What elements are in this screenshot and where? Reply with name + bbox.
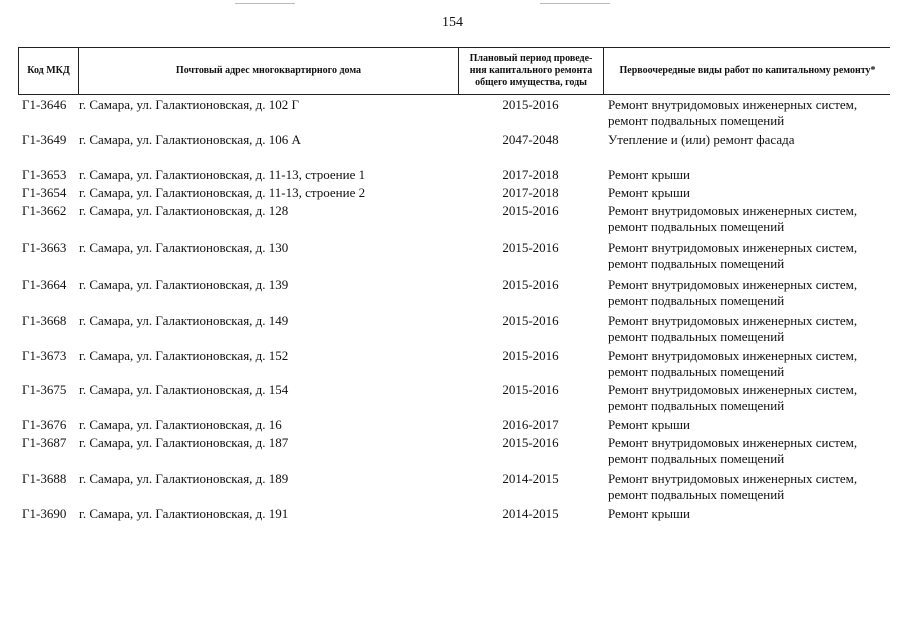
row-works-line: ремонт подвальных помещений bbox=[608, 487, 785, 502]
row-code: Г1-3663 bbox=[22, 240, 67, 255]
row-works bbox=[608, 471, 893, 503]
row-works-line: Ремонт внутридомовых инженерных систем, bbox=[608, 313, 858, 328]
row-code: Г1-3668 bbox=[22, 313, 67, 328]
row-works-line: Ремонт внутридомовых инженерных систем, bbox=[608, 382, 858, 397]
row-works-line: ремонт подвальных помещений bbox=[608, 256, 785, 271]
row-code: Г1-3675 bbox=[22, 382, 67, 397]
row-works bbox=[608, 348, 893, 380]
row-address: г. Самара, ул. Галактионовская, д. 11-13, строение 2 bbox=[79, 185, 366, 200]
row-period: 2014-2015 bbox=[502, 471, 559, 486]
row-code: Г1-3673 bbox=[22, 348, 67, 363]
row-code: Г1-3676 bbox=[22, 417, 67, 432]
row-works-line: Утепление и (или) ремонт фасада bbox=[608, 132, 795, 147]
row-period: 2017-2018 bbox=[502, 185, 559, 200]
row-code: Г1-3646 bbox=[22, 97, 67, 112]
row-period: 2015-2016 bbox=[502, 348, 559, 363]
row-works bbox=[608, 185, 893, 201]
row-works-line: Ремонт внутридомовых инженерных систем, bbox=[608, 277, 858, 292]
row-code: Г1-3649 bbox=[22, 132, 67, 147]
row-works-line: Ремонт внутридомовых инженерных систем, bbox=[608, 348, 858, 363]
row-works bbox=[608, 506, 893, 522]
header-works: Первоочередные виды работ по капитальному ремонту* bbox=[619, 65, 876, 76]
row-address: г. Самара, ул. Галактионовская, д. 149 bbox=[79, 313, 289, 328]
row-works-line: ремонт подвальных помещений bbox=[608, 293, 785, 308]
row-works bbox=[608, 203, 893, 235]
row-works bbox=[608, 382, 893, 414]
row-works-line: Ремонт внутридомовых инженерных систем, bbox=[608, 240, 858, 255]
row-address: г. Самара, ул. Галактионовская, д. 152 bbox=[79, 348, 289, 363]
row-period: 2015-2016 bbox=[502, 277, 559, 292]
row-address: г. Самара, ул. Галактионовская, д. 11-13, строение 1 bbox=[79, 167, 366, 182]
row-period: 2047-2048 bbox=[502, 132, 559, 147]
row-code: Г1-3653 bbox=[22, 167, 67, 182]
row-period: 2015-2016 bbox=[502, 382, 559, 397]
row-period: 2015-2016 bbox=[502, 435, 559, 450]
row-code: Г1-3662 bbox=[22, 203, 67, 218]
row-period: 2015-2016 bbox=[502, 313, 559, 328]
header-period: Плановый период проведе-ния капитального ремонта общего имущества, годы bbox=[459, 48, 604, 94]
row-code: Г1-3654 bbox=[22, 185, 67, 200]
row-address: г. Самара, ул. Галактионовская, д. 102 Г bbox=[79, 97, 300, 112]
row-works bbox=[608, 277, 893, 309]
row-works-line: ремонт подвальных помещений bbox=[608, 398, 785, 413]
row-address: г. Самара, ул. Галактионовская, д. 139 bbox=[79, 277, 289, 292]
row-address: г. Самара, ул. Галактионовская, д. 106 А bbox=[79, 132, 301, 147]
row-works bbox=[608, 132, 893, 148]
row-works-line: ремонт подвальных помещений bbox=[608, 451, 785, 466]
row-code: Г1-3688 bbox=[22, 471, 67, 486]
header-address: Почтовый адрес многоквартирного дома bbox=[79, 48, 459, 94]
row-period: 2017-2018 bbox=[502, 167, 559, 182]
scan-artifact bbox=[235, 3, 295, 4]
row-works-line: Ремонт внутридомовых инженерных систем, bbox=[608, 203, 858, 218]
row-works-line: Ремонт внутридомовых инженерных систем, bbox=[608, 97, 858, 112]
row-works-line: Ремонт крыши bbox=[608, 185, 690, 200]
row-code: Г1-3664 bbox=[22, 277, 67, 292]
row-works bbox=[608, 97, 893, 129]
row-works-line: ремонт подвальных помещений bbox=[608, 219, 785, 234]
row-works bbox=[608, 240, 893, 272]
row-period: 2014-2015 bbox=[502, 506, 559, 521]
row-period: 2015-2016 bbox=[502, 240, 559, 255]
row-period: 2016-2017 bbox=[502, 417, 559, 432]
row-works bbox=[608, 167, 893, 183]
scan-artifact bbox=[540, 3, 610, 4]
row-address: г. Самара, ул. Галактионовская, д. 187 bbox=[79, 435, 289, 450]
row-address: г. Самара, ул. Галактионовская, д. 130 bbox=[79, 240, 289, 255]
row-code: Г1-3687 bbox=[22, 435, 67, 450]
row-address: г. Самара, ул. Галактионовская, д. 16 bbox=[79, 417, 282, 432]
row-works bbox=[608, 435, 893, 467]
page-number: 154 bbox=[442, 15, 463, 30]
row-works-line: Ремонт внутридомовых инженерных систем, bbox=[608, 471, 858, 486]
row-works-line: Ремонт крыши bbox=[608, 417, 690, 432]
row-address: г. Самара, ул. Галактионовская, д. 128 bbox=[79, 203, 289, 218]
row-works-line: ремонт подвальных помещений bbox=[608, 329, 785, 344]
row-works bbox=[608, 313, 893, 345]
row-works-line: Ремонт крыши bbox=[608, 506, 690, 521]
row-works-line: ремонт подвальных помещений bbox=[608, 364, 785, 379]
row-works bbox=[608, 417, 893, 433]
row-period: 2015-2016 bbox=[502, 97, 559, 112]
row-address: г. Самара, ул. Галактионовская, д. 154 bbox=[79, 382, 289, 397]
row-works-line: Ремонт крыши bbox=[608, 167, 690, 182]
row-code: Г1-3690 bbox=[22, 506, 67, 521]
row-works-line: ремонт подвальных помещений bbox=[608, 113, 785, 128]
row-period: 2015-2016 bbox=[502, 203, 559, 218]
header-code: Код МКД bbox=[19, 48, 79, 94]
row-address: г. Самара, ул. Галактионовская, д. 191 bbox=[79, 506, 289, 521]
row-address: г. Самара, ул. Галактионовская, д. 189 bbox=[79, 471, 289, 486]
row-works-line: Ремонт внутридомовых инженерных систем, bbox=[608, 435, 858, 450]
